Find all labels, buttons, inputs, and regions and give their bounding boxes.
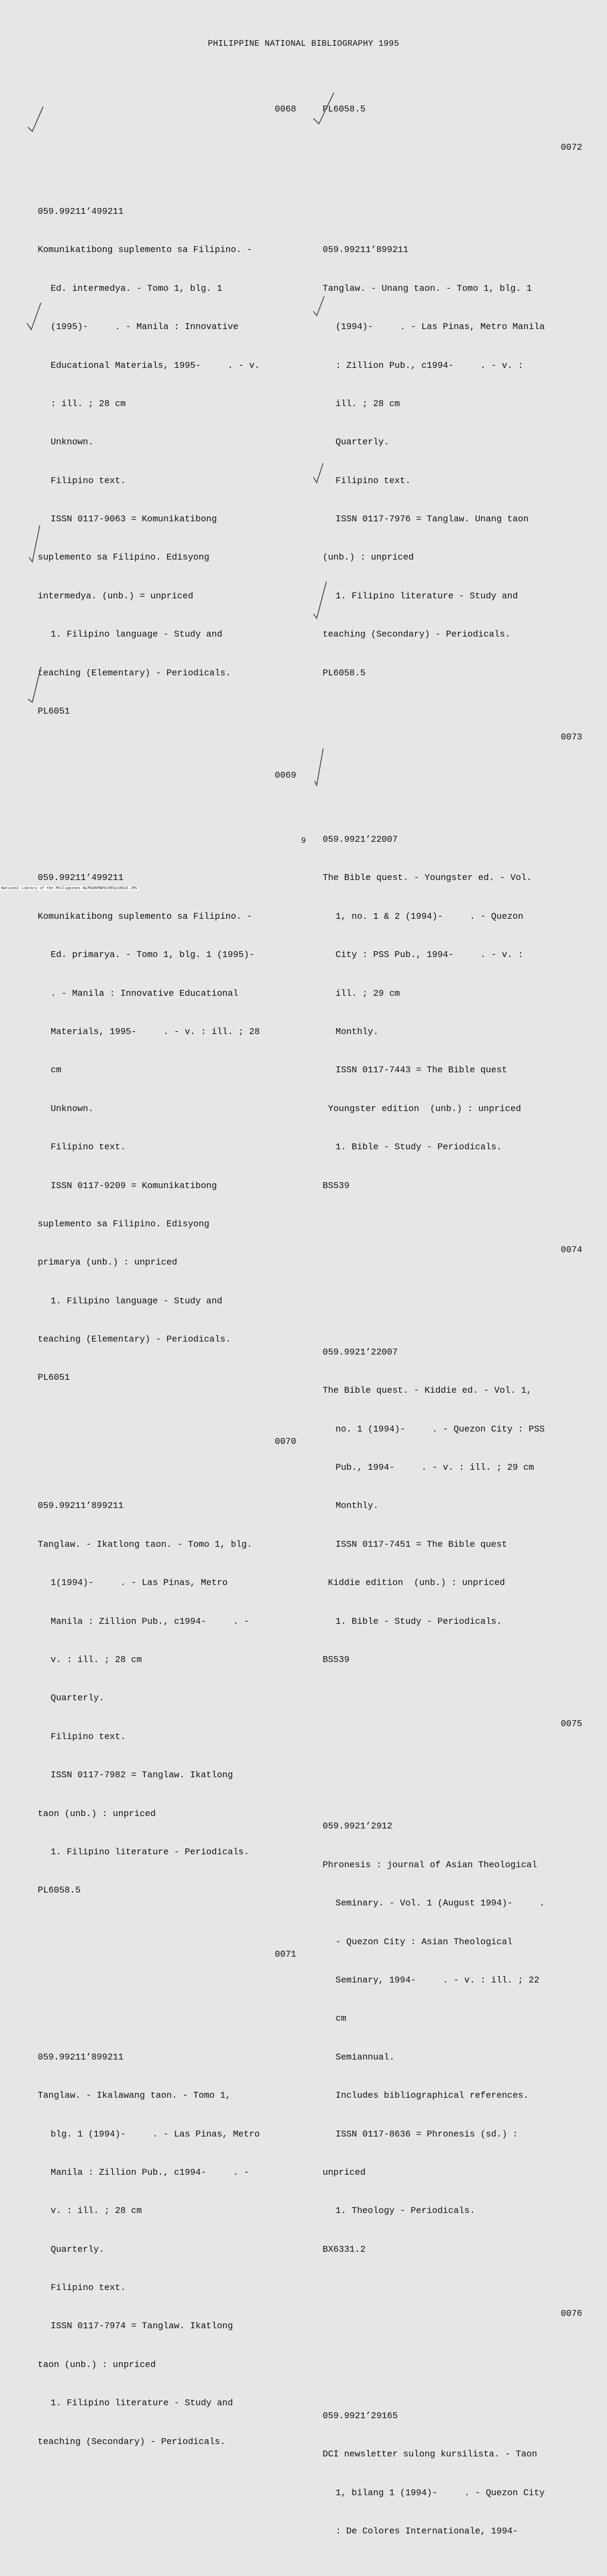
entry-line: taon (unb.) : unpriced (38, 2359, 156, 2370)
bib-entry-0071 (38, 2025, 296, 2474)
entry-line: ISSN 0117-8636 = Phronesis (sd.) : (336, 2128, 518, 2139)
entry-line: Manila : Zillion Pub., c1994- . - (51, 1616, 249, 1626)
call-number: PL6051 (38, 1372, 70, 1383)
entry-number: 0071 (275, 1949, 296, 1960)
entry-line: Seminary, 1994- . - v. : ill. ; 22 (336, 1974, 540, 1985)
entry-line: unpriced (323, 2167, 366, 2177)
entry-line: 1, no. 1 & 2 (1994)- . - Quezon (336, 911, 524, 922)
left-column (38, 77, 296, 2487)
entry-number: 0074 (561, 1244, 582, 1255)
page-number: 9 (301, 836, 306, 846)
entry-line: Monthly. (336, 1500, 379, 1511)
entry-line: 1. Bible - Study - Periodicals. (336, 1616, 502, 1626)
classification-number: 059.9921’22007 (323, 834, 398, 845)
entry-line: : Zillion Pub., c1994- . - v. : (336, 360, 524, 371)
entry-title: Tanglaw. - Unang taon. - Tomo 1, blg. 1 (323, 283, 532, 294)
classification-number: 059.99211’899211 (323, 245, 409, 255)
entry-line: (1994)- . - Las Pinas, Metro Manila (336, 322, 545, 332)
entry-line: 1. Filipino literature - Periodicals. (51, 1846, 249, 1857)
entry-line: Filipino text. (51, 1142, 126, 1153)
entry-line: Materials, 1995- . - v. : ill. ; 28 (51, 1026, 260, 1037)
classification-number: 059.99211’499211 (38, 206, 124, 217)
entry-line: teaching (Elementary) - Periodicals. (38, 667, 231, 678)
entry-line: ISSN 0117-9063 = Komunikatibong (51, 514, 217, 525)
entry-line: - Quezon City : Asian Theological (336, 1936, 513, 1947)
bib-entry-0070 (38, 1474, 296, 1923)
entry-line: no. 1 (1994)- . - Quezon City : PSS (336, 1423, 545, 1434)
entry-line: Seminary. - Vol. 1 (August 1994)- . (336, 1898, 545, 1909)
entry-number: 0070 (275, 1436, 296, 1447)
entry-line: 1. Bible - Study - Periodicals. (336, 1142, 502, 1153)
entry-line: ill. ; 29 cm (336, 988, 400, 999)
entry-line: v. : ill. ; 28 cm (51, 2205, 142, 2216)
entry-line: Unknown. (51, 437, 94, 448)
bib-entry-0074 (323, 1320, 582, 1692)
classification-number: 059.99211’899211 (38, 2051, 124, 2062)
classification-number: 059.9921’29165 (323, 2411, 398, 2421)
entry-line: Quarterly. (51, 1693, 104, 1704)
entry-line: Educational Materials, 1995- . - v. (51, 360, 260, 371)
entry-line: Filipino text. (51, 475, 126, 486)
call-number: BS539 (323, 1654, 350, 1665)
classification-number: 059.9921’2912 (323, 1821, 393, 1832)
scan-footer: National Library of the Philippines NLPNSRPN091995p10023.JPG (1, 886, 137, 890)
bib-entry-0072 (323, 218, 582, 705)
entry-line: v. : ill. ; 28 cm (51, 1654, 142, 1665)
entry-line: taon (unb.) : unpriced (38, 1808, 156, 1819)
entry-line: teaching (Secondary) - Periodicals. (38, 2436, 226, 2447)
entry-number: 0072 (561, 142, 582, 152)
entry-line: Youngster edition (unb.) : unpriced (328, 1103, 521, 1114)
entry-line: 1. Filipino literature - Study and (51, 2398, 233, 2409)
entry-line: 1. Filipino literature - Study and (336, 590, 518, 601)
classification-number: 059.9921’22007 (323, 1346, 398, 1357)
entry-line: teaching (Elementary) - Periodicals. (38, 1334, 231, 1345)
entry-line: suplemento sa Filipino. Edisyong (38, 1218, 210, 1229)
entry-number: 0076 (561, 2308, 582, 2319)
bib-entry-0069 (38, 846, 296, 1410)
entry-title: DCI newsletter sulong kursilista. - Taon (323, 2449, 538, 2460)
entry-title: Komunikatibong suplemento sa Filipino. - (38, 911, 253, 922)
call-number: PL6058.5 (323, 667, 366, 678)
entry-number: 0075 (561, 1719, 582, 1729)
entry-line: ISSN 0117-7974 = Tanglaw. Ikatlong (51, 2321, 233, 2331)
entry-line: ISSN 0117-7443 = The Bible quest (336, 1065, 507, 1076)
entry-line: (1995)- . - Manila : Innovative (51, 322, 239, 332)
entry-line: Filipino text. (336, 475, 411, 486)
entry-line: 1(1994)- . - Las Pinas, Metro (51, 1577, 228, 1588)
entry-line: cm (336, 2013, 346, 2024)
entry-line: ISSN 0117-7982 = Tanglaw. Ikatlong (51, 1770, 233, 1781)
call-number: BS539 (323, 1180, 350, 1191)
call-number: PL6051 (38, 706, 70, 717)
entry-line: Ed. primarya. - Tomo 1, blg. 1 (1995)- (51, 950, 255, 960)
entry-line: Quarterly. (51, 2244, 104, 2254)
entry-title: The Bible quest. - Kiddie ed. - Vol. 1, (323, 1385, 532, 1396)
entry-line: suplemento sa Filipino. Edisyong (38, 552, 210, 563)
right-column (323, 77, 582, 2576)
entry-line: Includes bibliographical references. (336, 2090, 529, 2101)
entry-line: Filipino text. (51, 1731, 126, 1742)
entry-title: Tanglaw. - Ikatlong taon. - Tomo 1, blg. (38, 1539, 253, 1549)
entry-title: Phronesis : journal of Asian Theological (323, 1859, 538, 1870)
call-number: PL6058.5 (323, 103, 366, 114)
entry-line: 1. Filipino language - Study and (51, 629, 222, 640)
entry-line: City : PSS Pub., 1994- . - v. : (336, 950, 524, 960)
entry-line: 1, bilang 1 (1994)- . - Quezon City (336, 2487, 545, 2498)
entry-line: intermedya. (unb.) = unpriced (38, 590, 193, 601)
bib-entry-0068 (38, 179, 296, 743)
call-number: BX6331.2 (323, 2244, 366, 2254)
page-title: PHILIPPINE NATIONAL BIBLIOGRAPHY 1995 (207, 39, 400, 48)
entry-line: primarya (unb.) : unpriced (38, 1257, 177, 1268)
entry-line: Ed. intermedya. - Tomo 1, blg. 1 (51, 283, 222, 294)
bib-entry-0075 (323, 1795, 582, 2281)
entry-number: 0069 (275, 770, 296, 781)
entry-line: : De Colores Internationale, 1994- (336, 2526, 518, 2537)
entry-line: Manila : Zillion Pub., c1994- . - (51, 2167, 249, 2177)
entry-line: ISSN 0117-7451 = The Bible quest (336, 1539, 507, 1549)
entry-line: Monthly. (336, 1026, 379, 1037)
bib-entry-0076 (323, 2384, 582, 2563)
entry-line: ill. ; 28 cm (336, 398, 400, 409)
entry-line: Quarterly. (336, 437, 389, 448)
entry-title: Komunikatibong suplemento sa Filipino. - (38, 245, 253, 255)
bib-entry-0073 (323, 807, 582, 1218)
call-number: PL6058.5 (38, 1885, 81, 1896)
entry-line: : ill. ; 28 cm (51, 398, 126, 409)
entry-line: teaching (Secondary) - Periodicals. (323, 629, 511, 640)
entry-number: 0073 (561, 731, 582, 742)
entry-line: Unknown. (51, 1103, 94, 1114)
entry-line: Kiddie edition (unb.) : unpriced (328, 1577, 505, 1588)
entry-line: ISSN 0117-7976 = Tanglaw. Unang taon (336, 514, 529, 525)
entry-title: The Bible quest. - Youngster ed. - Vol. (323, 872, 532, 883)
entry-number: 0068 (275, 103, 296, 114)
entry-line: blg. 1 (1994)- . - Las Pinas, Metro (51, 2128, 260, 2139)
entry-line: Semiannual. (336, 2051, 395, 2062)
entry-line: cm (51, 1065, 61, 1076)
entry-line: 1. Theology - Periodicals. (336, 2205, 475, 2216)
entry-line: ISSN 0117-9209 = Komunikatibong (51, 1180, 217, 1191)
entry-line: Filipino text. (51, 2282, 126, 2293)
classification-number: 059.99211’899211 (38, 1500, 124, 1511)
entry-title: Tanglaw. - Ikalawang taon. - Tomo 1, (38, 2090, 231, 2101)
entry-line: Pub., 1994- . - v. : ill. ; 29 cm (336, 1462, 534, 1473)
entry-line: . - Manila : Innovative Educational (51, 988, 239, 999)
entry-line: 1. Filipino language - Study and (51, 1295, 222, 1306)
classification-number: 059.99211’499211 (38, 872, 124, 883)
entry-line: (unb.) : unpriced (323, 552, 414, 563)
